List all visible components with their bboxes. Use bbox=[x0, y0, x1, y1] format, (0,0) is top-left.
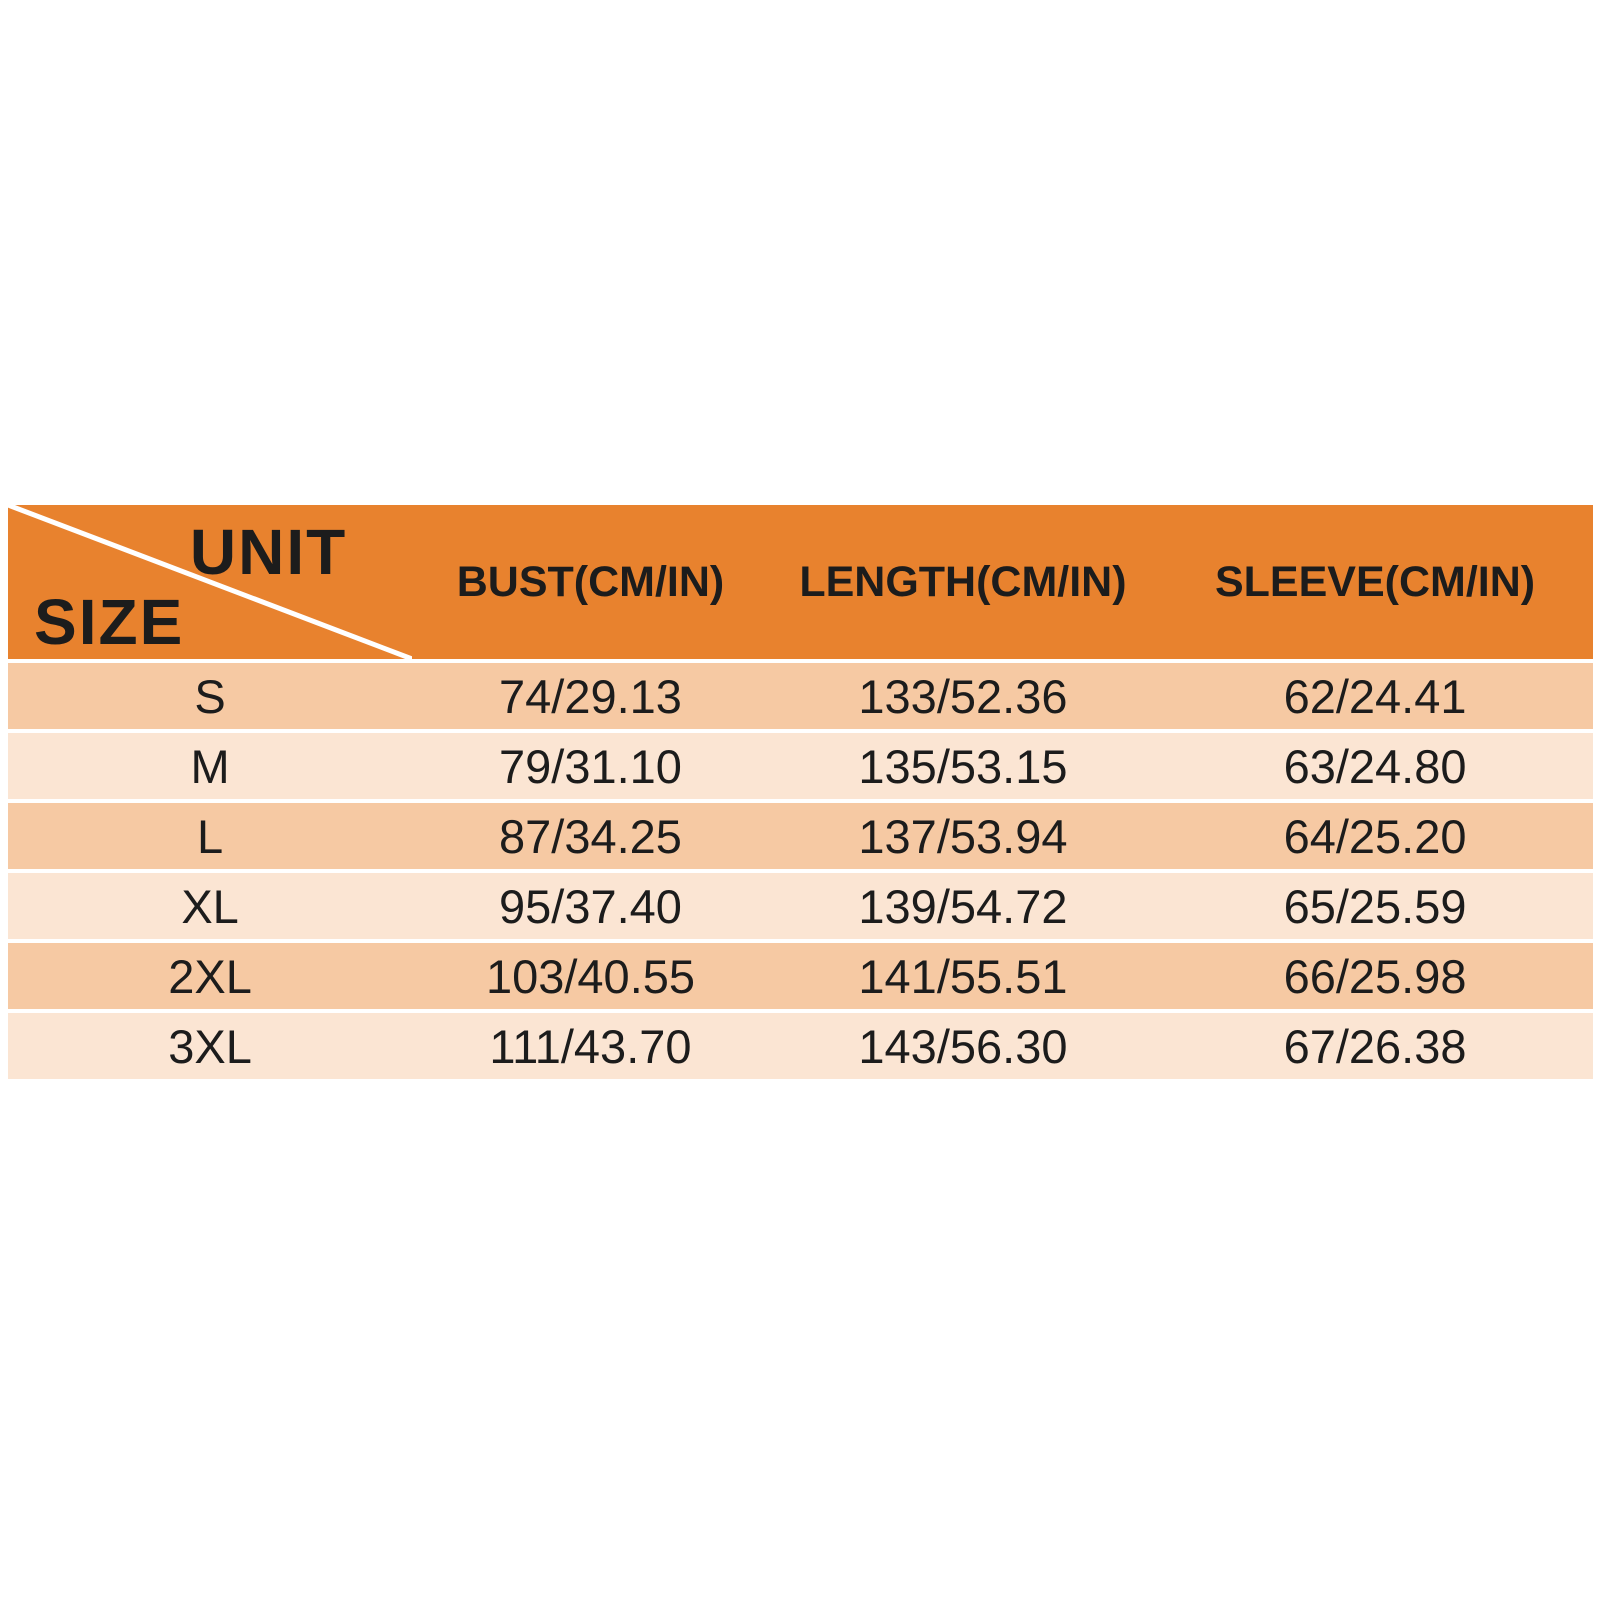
length-cell: 143/56.30 bbox=[858, 1019, 1068, 1073]
length-cell: 135/53.15 bbox=[858, 739, 1068, 793]
bust-cell: 74/29.13 bbox=[499, 669, 682, 723]
size-cell: XL bbox=[181, 879, 239, 933]
length-cell: 141/55.51 bbox=[858, 949, 1068, 1003]
bust-cell: 87/34.25 bbox=[499, 809, 682, 863]
column-header-length: LENGTH(CM/IN) bbox=[799, 557, 1127, 606]
sleeve-cell: 64/25.20 bbox=[1283, 809, 1467, 863]
sleeve-cell: 66/25.98 bbox=[1283, 949, 1467, 1003]
size-cell: 2XL bbox=[168, 949, 252, 1003]
table-row-m bbox=[8, 733, 1593, 799]
sleeve-cell: 62/24.41 bbox=[1283, 669, 1467, 723]
size-cell: S bbox=[194, 669, 226, 723]
length-cell: 139/54.72 bbox=[858, 879, 1068, 933]
corner-size-label: SIZE bbox=[34, 586, 185, 658]
sleeve-cell: 65/25.59 bbox=[1283, 879, 1467, 933]
corner-unit-label: UNIT bbox=[189, 516, 348, 588]
table-row-s bbox=[8, 663, 1593, 729]
column-header-bust: BUST(CM/IN) bbox=[456, 557, 725, 606]
table-header-row bbox=[8, 505, 1593, 659]
size-cell: M bbox=[190, 739, 230, 793]
bust-cell: 79/31.10 bbox=[499, 739, 682, 793]
corner-cell bbox=[8, 505, 412, 659]
bust-cell: 103/40.55 bbox=[485, 949, 696, 1003]
bust-cell: 111/43.70 bbox=[489, 1019, 692, 1073]
table-row-l bbox=[8, 803, 1593, 869]
bust-cell: 95/37.40 bbox=[499, 879, 682, 933]
column-header-sleeve: SLEEVE(CM/IN) bbox=[1214, 557, 1536, 606]
sleeve-cell: 63/24.80 bbox=[1283, 739, 1467, 793]
size-chart-table bbox=[8, 505, 1593, 1079]
length-cell: 137/53.94 bbox=[858, 809, 1068, 863]
table-row-xl bbox=[8, 873, 1593, 939]
sleeve-cell: 67/26.38 bbox=[1283, 1019, 1467, 1073]
size-cell: 3XL bbox=[168, 1019, 252, 1073]
table-row-3xl bbox=[8, 1013, 1593, 1079]
length-cell: 133/52.36 bbox=[858, 669, 1068, 723]
size-cell: L bbox=[197, 809, 224, 863]
table-row-2xl bbox=[8, 943, 1593, 1009]
